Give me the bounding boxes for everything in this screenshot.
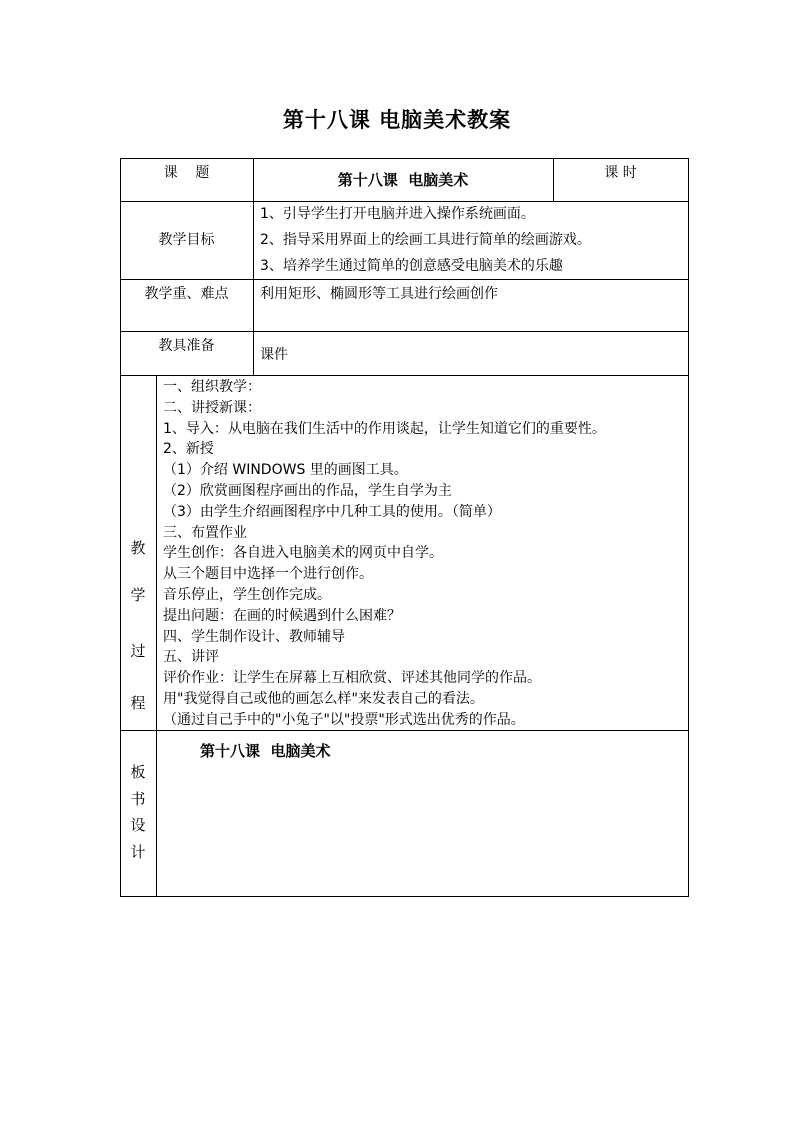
vertical-label-column-divider bbox=[156, 375, 157, 896]
table-border-right bbox=[688, 158, 689, 897]
board-label-char: 板 bbox=[130, 763, 146, 781]
process-label-char: 学 bbox=[130, 586, 146, 604]
process-line: （1）介绍 WINDOWS 里的画图工具。 bbox=[163, 462, 408, 479]
process-label-char: 过 bbox=[130, 642, 146, 660]
goal-item: 2、指导采用界面上的绘画工具进行简单的绘画游戏。 bbox=[260, 232, 591, 248]
process-line: 学生创作：各自进入电脑美术的网页中自学。 bbox=[163, 545, 443, 562]
process-line: 提出问题：在画的时候遇到什么困难？ bbox=[163, 607, 401, 624]
key-points-label: 教学重、难点 bbox=[144, 286, 229, 302]
goal-item: 3、培养学生通过简单的创意感受电脑美术的乐趣 bbox=[260, 258, 563, 274]
process-line: 1、导入：从电脑在我们生活中的作用谈起，让学生知道它们的重要性。 bbox=[163, 420, 606, 437]
board-label-char: 书 bbox=[130, 790, 146, 808]
process-line: 用"我觉得自己或他的画怎么样"来发表自己的看法。 bbox=[163, 690, 484, 707]
row-divider-materials bbox=[120, 375, 689, 376]
process-line: 2、新授 bbox=[163, 441, 214, 458]
key-points-value: 利用矩形、椭圆形等工具进行绘画创作 bbox=[260, 286, 498, 302]
table-border-top bbox=[120, 158, 689, 159]
goal-item: 1、引导学生打开电脑并进入操作系统画面。 bbox=[260, 206, 535, 222]
process-line: 音乐停止，学生创作完成。 bbox=[163, 586, 331, 603]
materials-label: 教具准备 bbox=[158, 338, 215, 354]
process-line: 四、学生制作设计、教师辅导 bbox=[163, 628, 345, 645]
period-label: 课 时 bbox=[604, 165, 637, 181]
goals-list bbox=[260, 201, 591, 279]
table-border-left bbox=[120, 158, 121, 897]
row-divider-keypoints bbox=[120, 331, 689, 332]
process-line: 二、讲授新课： bbox=[163, 399, 261, 416]
process-line: 从三个题目中选择一个进行创作。 bbox=[163, 566, 373, 583]
process-line: （通过自己手中的"小兔子"以"投票"形式选出优秀的作品。 bbox=[163, 711, 525, 728]
process-line: 五、讲评 bbox=[163, 649, 219, 666]
process-line: 一、组织教学： bbox=[163, 379, 261, 395]
board-label-char: 设 bbox=[130, 816, 146, 834]
board-label-char: 计 bbox=[130, 843, 146, 861]
process-line: 三、布置作业 bbox=[163, 524, 247, 541]
document-title: 第十八课 电脑美术教案 bbox=[282, 108, 512, 132]
process-label-char: 教 bbox=[130, 539, 146, 557]
topic-label: 课 题 bbox=[163, 165, 210, 181]
table-border-bottom bbox=[120, 896, 689, 897]
process-label-char: 程 bbox=[130, 694, 146, 712]
process-line: （2）欣赏画图程序画出的作品，学生自学为主 bbox=[163, 482, 452, 499]
label-column-divider bbox=[253, 158, 254, 376]
goals-label: 教学目标 bbox=[158, 232, 215, 248]
row-divider-goals bbox=[120, 279, 689, 280]
board-content: 第十八课 电脑美术 bbox=[200, 742, 331, 760]
topic-value: 第十八课 电脑美术 bbox=[337, 171, 469, 189]
process-line: 评价作业：让学生在屏幕上互相欣赏、评述其他同学的作品。 bbox=[163, 670, 541, 687]
process-line: （3）由学生介绍画图程序中几种工具的使用。（简单） bbox=[163, 503, 501, 520]
materials-value: 课件 bbox=[260, 347, 288, 363]
process-content bbox=[163, 377, 606, 731]
